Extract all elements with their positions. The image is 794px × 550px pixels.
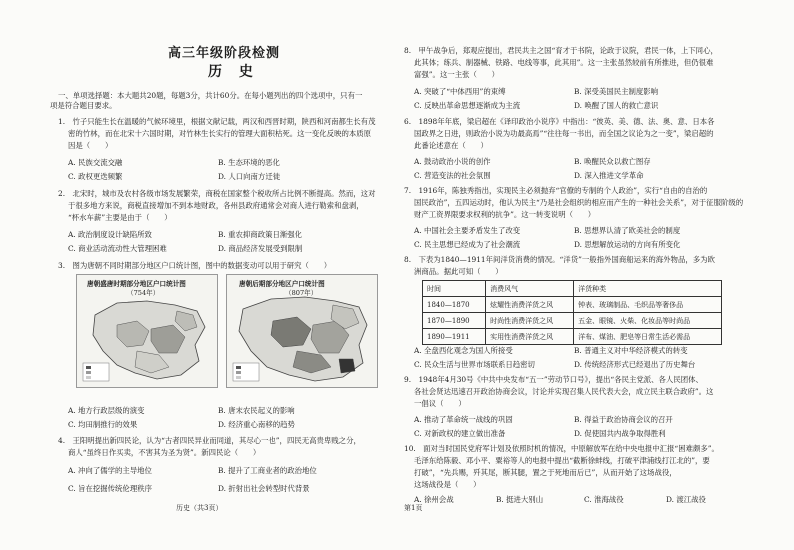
option-c[interactable]: C. 淮海战役 <box>584 495 624 504</box>
table-header: 洋货种类 <box>574 281 722 297</box>
option-c[interactable]: C. 营造变法的社会氛围 <box>414 171 491 180</box>
footer-page-number: 第1页 <box>404 504 423 512</box>
map-right-image <box>227 275 377 387</box>
question-5-text: 富强”。这一主张（ ） <box>414 70 500 79</box>
exam-title: 高三年级阶段检测 <box>168 46 281 61</box>
option-c[interactable]: C. 均田制推行的效果 <box>68 420 138 429</box>
option-c[interactable]: C. 对新政权的建立做出准备 <box>414 429 506 438</box>
subject-title: 历 史 <box>208 64 259 80</box>
table-cell: 1890—1911 <box>423 329 486 345</box>
option-a[interactable]: A. 全盘西化观念为国人所接受 <box>414 346 513 355</box>
option-a[interactable]: A. 鼓动政治小说的创作 <box>414 157 491 166</box>
option-d[interactable]: D. 人口向南方迁徙 <box>218 172 281 181</box>
option-a[interactable]: A. 中国社会主要矛盾发生了改变 <box>414 226 521 235</box>
question-10-text: 10. 面对当时国民党府军计划及依照时机的情况，中原解放军在给中央电报中汇报“困难颇多”。 <box>404 444 719 453</box>
option-c[interactable]: C. 旨在挖掘传统伦理秩序 <box>68 484 152 493</box>
option-d[interactable]: D. 折射出社会转型时代背景 <box>218 484 310 493</box>
table-header: 时间 <box>423 281 486 297</box>
question-2-text: “杯水车薪”主要是由于（ ） <box>68 213 172 222</box>
question-2-text: 于很多地方来说，商税直接增加不到本地财政，各州县政府通常会对商人进行勒索和盘剥， <box>68 201 364 210</box>
question-1-text: 1. 竹子只能生长在温暖的气候环境里，根据文献记载，两汉和西晋时期，陕西和河南都生长有茂 <box>58 117 376 126</box>
table-row <box>423 313 722 329</box>
option-c[interactable]: C. 政权更迭频繁 <box>68 172 123 181</box>
map-right-year: （807年） <box>285 289 318 297</box>
option-a[interactable]: A. 地方行政层级的演变 <box>68 406 145 415</box>
question-6-text: 此番论述意在（ ） <box>414 141 488 150</box>
option-b[interactable]: B. 深受美国民主制度影响 <box>574 87 659 96</box>
option-c[interactable]: C. 反映出革命思想逐渐成为主流 <box>414 101 521 110</box>
map-left <box>76 274 218 388</box>
table-header: 消费风气 <box>486 281 574 297</box>
table-cell: 炫耀性消费洋货之风 <box>486 297 574 313</box>
question-10-text: 打破”，“先兵赐，歼其尾，断其腿，置之于死地而后已”，从而开始了这场战役， <box>414 468 677 477</box>
question-6-text: 6. 1898年年底，梁启超在《译印政治小说序》中指出：“彼英、美、德、法、奥、意、日本各 <box>404 117 715 126</box>
question-8-text: 洲商品。据此可知（ ） <box>414 267 503 276</box>
table-cell: 实用性消费洋货之风 <box>486 329 574 345</box>
table-header-row <box>423 281 722 297</box>
question-1-text: 因是（ ） <box>68 141 113 150</box>
question-4-text: 商人“虽终日作买卖，不害其为圣为贤”。新四民论（ ） <box>68 448 261 457</box>
option-b[interactable]: B. 普通主义对中华经济模式的转变 <box>574 346 688 355</box>
question-2-text: 2. 北宋时，城市及农村各级市场发展繁荣，商税在国家整个税收所占比例不断提高。然而，这对 <box>58 189 376 198</box>
map-right <box>226 274 378 388</box>
option-b[interactable]: B. 提升了工商业者的政治地位 <box>218 466 317 475</box>
table-row <box>423 329 722 345</box>
instructions-line: 一、单项选择题：本大题共20题，每题3分，共计60分。在每小题列出的四个选项中，只有一 <box>58 91 363 100</box>
table-cell: 1870—1890 <box>423 313 486 329</box>
question-9-text: 各社会贤达迅速召开政治协商会议，讨论并实现召集人民代表大会，成立民主联合政府”。这 <box>414 387 714 396</box>
map-right-title: 唐朝后期部分地区户口统计图 <box>239 280 325 288</box>
option-b[interactable]: B. 重农抑商政策日渐强化 <box>218 230 303 239</box>
question-10-text: 这场战役是（ ） <box>414 480 481 489</box>
option-d[interactable]: D. 促使国共内战争取得胜利 <box>574 429 666 438</box>
option-a[interactable]: A. 推动了革命统一战线的巩固 <box>414 415 513 424</box>
option-b[interactable]: B. 得益于政治协商会议的召开 <box>574 415 673 424</box>
option-a[interactable]: A. 突破了“中体西用”的束缚 <box>414 87 506 96</box>
footer-page-count: 历史（共3页） <box>176 504 223 512</box>
map-left-year: （754年） <box>127 289 160 297</box>
map-left-image <box>77 275 217 387</box>
option-c[interactable]: C. 商业活动流动性大管理困难 <box>68 244 167 253</box>
table-cell: 钟表、玻璃制品、毛织品等奢侈品 <box>574 297 722 313</box>
question-3-text: 3. 图为唐朝不同时期部分地区户口统计图，图中的数据变动可以用于研究（ ） <box>58 261 332 270</box>
table-cell: 1840—1870 <box>423 297 486 313</box>
map-left-title: 唐朝盛唐时期部分地区户口统计图 <box>87 280 186 288</box>
question-7-text: 7. 1916年，陈独秀指出，实现民主必须抛弃“官僚的专制的个人政治”，实行“自由的自治的 <box>404 186 708 195</box>
option-d[interactable]: D. 思想解放运动的方向有所变化 <box>574 240 681 249</box>
table-cell: 时尚性消费洋货之风 <box>486 313 574 329</box>
question-8-text: 8. 下表为1840—1911年间洋货消费的情况。“洋货”一般指外国商船运来的海外物品，多为欧 <box>404 255 715 264</box>
table-cell: 五金、眼镜、火柴、化妆品等时尚品 <box>574 313 722 329</box>
question-5-text: 8. 甲午战争后，郑观应提出，君民共主之国“育才于书院，论政于议院，君民一体，上下同心， <box>404 46 718 55</box>
option-b[interactable]: B. 生态环境的恶化 <box>218 158 280 167</box>
question-7-text: 财产工资界限要求权利的抗争”。这一转变说明（ ） <box>414 210 596 219</box>
question-5-text: 此其体；练兵、制器械、铁路、电线等事，此其用”。这一主张虽然较前有所推进，但仍很难 <box>414 58 714 67</box>
option-a[interactable]: A. 政治制度设计缺陷所致 <box>68 230 152 239</box>
consumption-table <box>422 280 722 345</box>
option-c[interactable]: C. 民主思想已经成为了社会潮流 <box>414 240 521 249</box>
option-a[interactable]: A. 徐州会战 <box>414 495 454 504</box>
option-b[interactable]: B. 思想界认清了欧美社会的制度 <box>574 226 681 235</box>
option-a[interactable]: A. 民族交流交融 <box>68 158 123 167</box>
option-b[interactable]: B. 唐末农民起义的影响 <box>218 406 295 415</box>
question-10-text: 毛泽东给陈毅、邓小平、粟裕等人的电报中提出“截断徐蚌线，打破平津浦线打江北的”，要 <box>414 456 710 465</box>
question-1-text: 密的竹林，而在北宋十六国时期，对竹林生长实行的管理大面积枯死。这一变化反映的本质原 <box>68 129 372 138</box>
option-c[interactable]: C. 民众生活与世界市场联系日趋密切 <box>414 360 535 369</box>
table-row <box>423 297 722 313</box>
table-cell: 洋布、煤油、肥皂等日常生活必需品 <box>574 329 722 345</box>
instructions-line: 项是符合题目要求。 <box>50 101 117 110</box>
option-b[interactable]: B. 挺进大别山 <box>496 495 544 504</box>
option-b[interactable]: B. 唤醒民众以救亡图存 <box>574 157 651 166</box>
question-9-text: 9. 1948年4月30号《中共中央发布“五一”劳动节口号》，提出“各民主党派、各人民团体、 <box>404 375 703 384</box>
option-a[interactable]: A. 冲向了儒学的主导地位 <box>68 466 152 475</box>
option-d[interactable]: D. 深入推进文学革命 <box>574 171 644 180</box>
option-d[interactable]: D. 经济重心南移的趋势 <box>218 420 295 429</box>
question-4-text: 4. 王阳明提出新四民论，认为“古者四民异业而同道，其尽心一也”，四民无高贵卑贱之分， <box>58 436 361 445</box>
option-d[interactable]: D. 商品经济发展受到限制 <box>218 244 303 253</box>
question-9-text: 一倡议（ ） <box>414 399 466 408</box>
option-d[interactable]: D. 渡江战役 <box>666 495 706 504</box>
option-d[interactable]: D. 传统经济形式已经退出了历史舞台 <box>574 360 696 369</box>
option-d[interactable]: D. 唤醒了国人的救亡意识 <box>574 101 659 110</box>
question-7-text: 国民政治”，五四运动时，他认为民主“乃是社会组织的相应而产生的一种社会关系”，对于征服阶级的 <box>414 198 744 207</box>
question-6-text: 国政界之日进，则政治小说为功最高焉”“往往每一书出，而全国之议论为之一变”，梁启超的 <box>414 129 714 138</box>
